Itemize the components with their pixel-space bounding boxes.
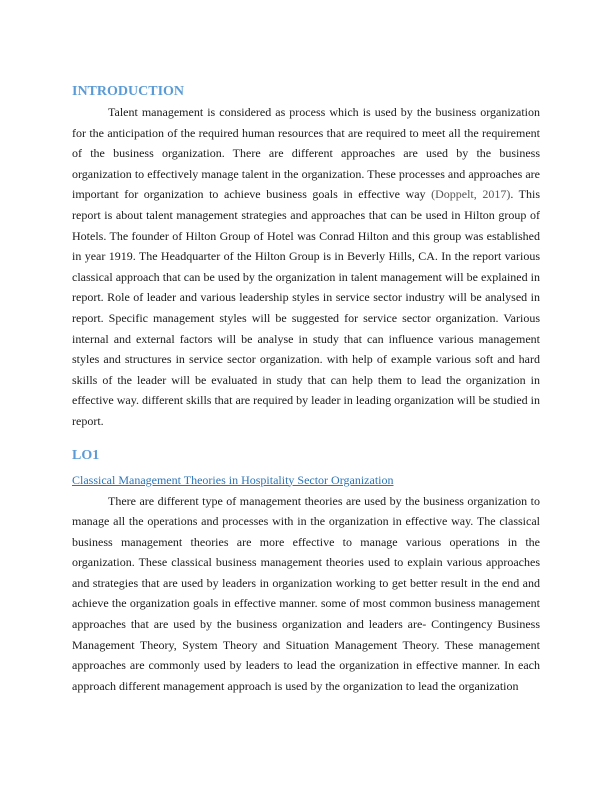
document-page: [72, 82, 540, 696]
classical-management-theories-link[interactable]: Classical Management Theories in Hospitality Sector Organization: [72, 472, 394, 487]
lo1-paragraph: There are different type of management theories are used by the business organization to manage all the operations and processes with in the organization in effective way. The classical business management theories are more effective to manage various operations in the organization. These classical business management theories used to explain various approaches and strategies that are used by leaders in organization working to get better result in the end and achieve the organization goals in effective manner. some of most common business management approaches that are used by the business organization and leaders are- Contingency Business Management Theory, System Theory and Situation Management Theory. These management approaches are commonly used by leaders to lead the organization in effective manner. In each approach different management approach is used by the organization to lead the organization: [72, 493, 540, 693]
introduction-paragraph: [72, 102, 540, 432]
introduction-text-part-1: Talent management is considered as process which is used by the business organization for the anticipation of the required human resources that are required to meet all the requirement of the business organization. There are different approaches are used by the business organization to effectively manage talent in the organization. These processes and approaches are important for organization to achieve business goals in effective way: [72, 105, 540, 202]
introduction-text-part-2: . This report is about talent management strategies and approaches that can be used in Hilton group of Hotels. The founder of Hilton Group of Hotel was Conrad Hilton and this group was established in year 1919. The Headquarter of the Hilton Group is in Beverly Hills, CA. In the report various classical approach that can be used by the organization in talent management will be explained in report. Role of leader and various leadership styles in service sector industry will be analysed in report. Specific management styles will be suggested for service sector organization. Various internal and external factors will be analyse in study that can influence various management styles and structures in service sector organization. with help of example various soft and hard skills of the leader will be evaluated in study that can help them to lead the organization in effective way. different skills that are required by leader in leading organization will be studied in report.: [72, 187, 540, 428]
introduction-heading: INTRODUCTION: [72, 84, 185, 99]
citation-doppelt-2017: (Doppelt, 2017): [431, 187, 511, 202]
lo1-heading: LO1: [72, 447, 100, 463]
